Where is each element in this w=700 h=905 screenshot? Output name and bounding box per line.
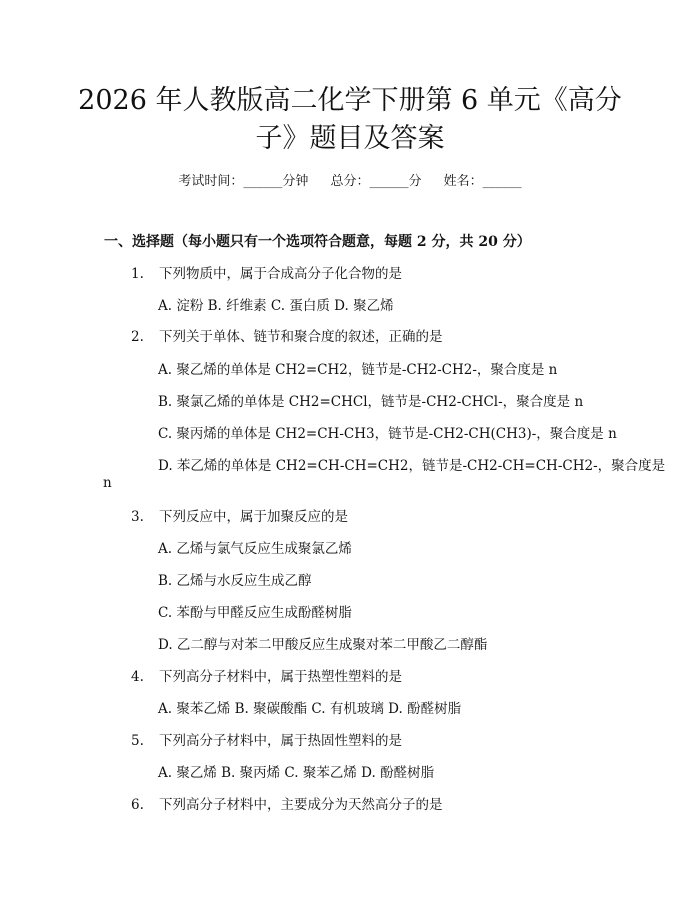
question-text: 下列高分子材料中，主要成分为天然高分子的是 [159,797,443,813]
question-2-option-a: A. 聚乙烯的单体是 CH2=CH2，链节是-CH2-CH2-，聚合度是 n [158,362,558,378]
question-4-options: A. 聚苯乙烯 B. 聚碳酸酯 C. 有机玻璃 D. 酚醛树脂 [158,701,462,717]
question-5 [131,729,402,749]
question-4 [131,665,402,685]
question-2 [131,325,443,345]
question-3-option-c: C. 苯酚与甲醛反应生成酚醛树脂 [158,605,352,621]
question-number: 6. [131,797,144,813]
question-number: 2. [131,329,144,345]
exam-time-field: 考试时间：______分钟 [178,174,309,189]
question-number: 3. [131,509,144,525]
document-title-line-2: 子》题目及答案 [255,123,445,154]
question-6 [131,793,443,813]
question-3 [131,505,348,525]
question-1-options: A. 淀粉 B. 纤维素 C. 蛋白质 D. 聚乙烯 [158,298,394,314]
question-2-option-d: D. 苯乙烯的单体是 CH2=CH-CH=CH2，链节是-CH2-CH=CH-CH2-，聚合度是 [158,458,666,474]
question-number: 1. [131,266,144,282]
question-text: 下列关于单体、链节和聚合度的叙述，正确的是 [159,329,443,345]
total-score-field: 总分：______分 [330,174,422,189]
question-text: 下列高分子材料中，属于热固性塑料的是 [159,733,402,749]
question-text: 下列物质中，属于合成高分子化合物的是 [159,266,402,282]
exam-info-line [0,170,700,189]
question-3-option-d: D. 乙二醇与对苯二甲酸反应生成聚对苯二甲酸乙二醇酯 [158,637,488,653]
question-2-option-b: B. 聚氯乙烯的单体是 CH2=CHCl，链节是-CH2-CHCl-，聚合度是 n [158,394,584,410]
question-1 [131,262,402,282]
question-3-option-b: B. 乙烯与水反应生成乙醇 [158,573,312,589]
student-name-field: 姓名：______ [443,174,522,189]
question-2-option-c: C. 聚丙烯的单体是 CH2=CH-CH3，链节是-CH2-CH(CH3)-，聚合度是 n [158,426,617,442]
question-text: 下列反应中，属于加聚反应的是 [159,509,348,525]
question-3-option-a: A. 乙烯与氯气反应生成聚氯乙烯 [158,541,352,557]
question-number: 5. [131,733,144,749]
question-text: 下列高分子材料中，属于热塑性塑料的是 [159,669,402,685]
question-5-options: A. 聚乙烯 B. 聚丙烯 C. 聚苯乙烯 D. 酚醛树脂 [158,765,435,781]
question-2-option-d-continuation: n [103,475,112,491]
section-heading: 一、选择题（每小题只有一个选项符合题意，每题 2 分，共 20 分） [104,234,531,250]
document-title-line-1: 2026 年人教版高二化学下册第 6 单元《高分 [78,85,622,116]
question-number: 4. [131,669,144,685]
